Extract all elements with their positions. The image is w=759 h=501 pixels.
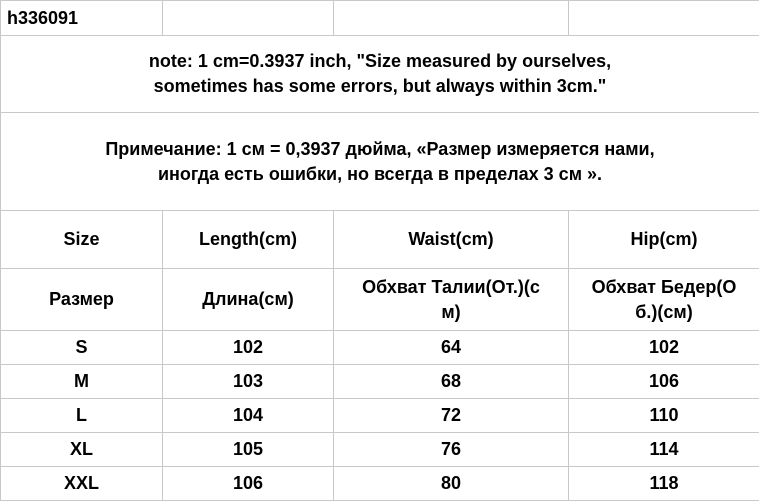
header-waist-ru: [334, 269, 569, 331]
header-hip-ru-line-1: Обхват Бедер(О: [591, 276, 737, 297]
table-row: [1, 365, 759, 399]
product-code: h336091: [1, 1, 163, 36]
size-cell: L: [1, 399, 163, 433]
header-waist: Waist(cm): [334, 211, 569, 269]
header-size: Size: [1, 211, 163, 269]
waist-cell: 80: [334, 467, 569, 501]
table-row: [1, 467, 759, 501]
header-hip-ru: [569, 269, 759, 331]
size-cell: M: [1, 365, 163, 399]
length-cell: 103: [163, 365, 334, 399]
length-cell: 102: [163, 331, 334, 365]
hip-cell: 110: [569, 399, 759, 433]
hip-cell: 102: [569, 331, 759, 365]
header-row-english: [1, 211, 759, 269]
empty-cell: [569, 1, 759, 36]
note-russian: [1, 113, 759, 211]
code-row: [1, 1, 759, 36]
size-cell: S: [1, 331, 163, 365]
waist-cell: 64: [334, 331, 569, 365]
header-waist-ru-line-1: Обхват Талии(От.)(с: [362, 276, 540, 297]
header-waist-ru-line-2: м): [441, 301, 461, 322]
header-size-ru: Размер: [1, 269, 163, 331]
empty-cell: [163, 1, 334, 36]
table-row: [1, 399, 759, 433]
note-en-row: [1, 36, 759, 113]
length-cell: 104: [163, 399, 334, 433]
hip-cell: 106: [569, 365, 759, 399]
note-ru-line-2: иногда есть ошибки, но всегда в пределах 3 см ».: [157, 163, 603, 184]
note-en-line-1: note: 1 cm=0.3937 inch, "Size measured by ourselves,: [148, 51, 612, 71]
length-cell: 106: [163, 467, 334, 501]
note-ru-line-1: Примечание: 1 см = 0,3937 дюйма, «Размер измеряется нами,: [105, 138, 655, 159]
header-hip: Hip(cm): [569, 211, 759, 269]
empty-cell: [334, 1, 569, 36]
header-length: Length(cm): [163, 211, 334, 269]
length-cell: 105: [163, 433, 334, 467]
table-row: [1, 331, 759, 365]
size-cell: XXL: [1, 467, 163, 501]
header-row-russian: [1, 269, 759, 331]
header-length-ru: Длина(см): [163, 269, 334, 331]
hip-cell: 118: [569, 467, 759, 501]
header-hip-ru-line-2: б.)(см): [635, 301, 693, 322]
size-cell: XL: [1, 433, 163, 467]
table-row: [1, 433, 759, 467]
waist-cell: 72: [334, 399, 569, 433]
hip-cell: 114: [569, 433, 759, 467]
waist-cell: 68: [334, 365, 569, 399]
note-english: [1, 36, 759, 113]
note-en-line-2: sometimes has some errors, but always within 3cm.": [153, 76, 607, 96]
note-ru-row: [1, 113, 759, 211]
waist-cell: 76: [334, 433, 569, 467]
